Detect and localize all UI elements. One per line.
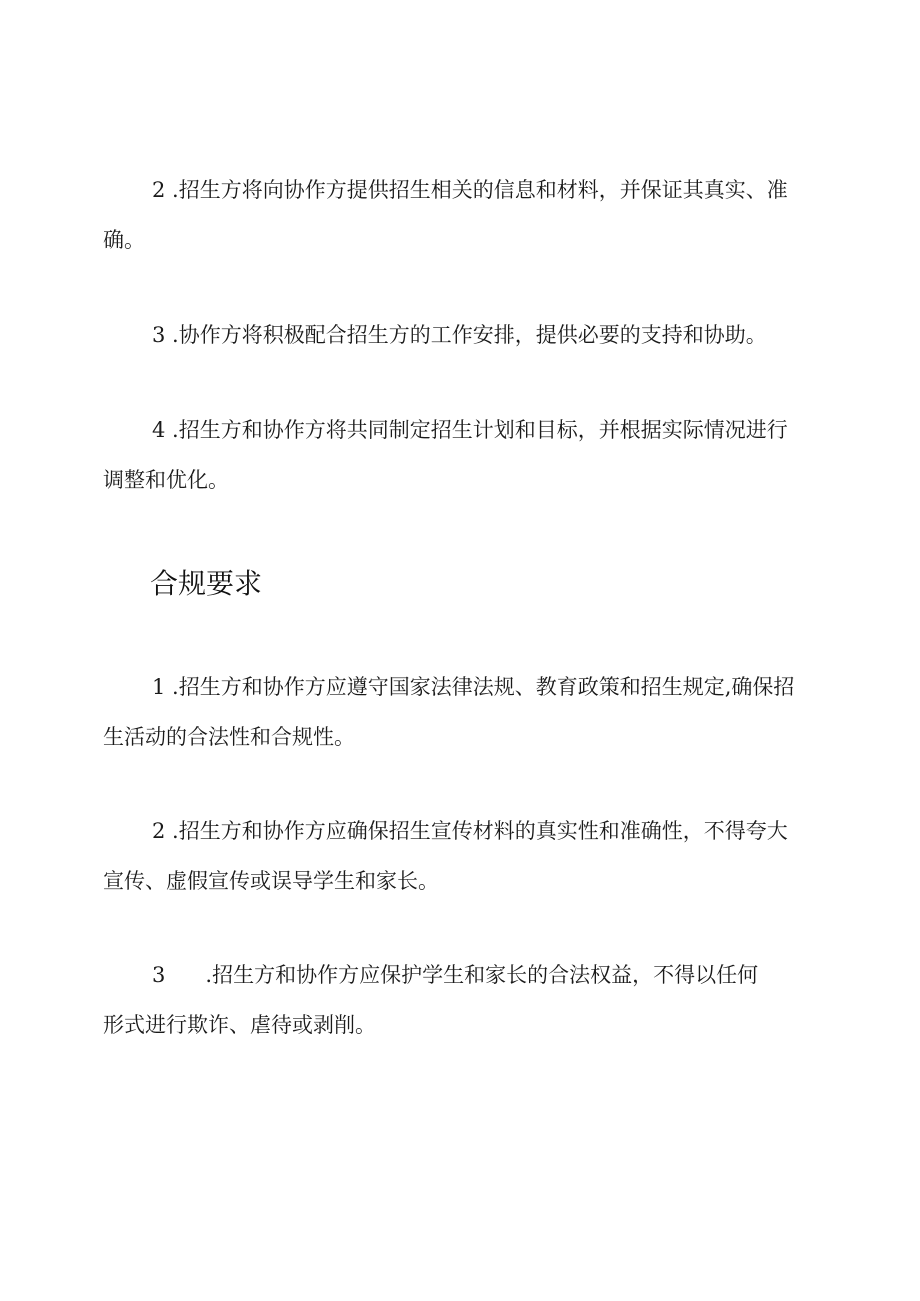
list-item: [103, 806, 825, 906]
item-text: .招生方和协作方将共同制定招生计划和目标，并根据实际情况进行: [165, 418, 788, 442]
item-text: .招生方和协作方应遵守国家法律法规、教育政策和招生规定,确保招: [165, 675, 795, 699]
item-text-continuation: 形式进行欺诈、虐待或剥削。: [103, 1013, 376, 1037]
item-text: .招生方将向协作方提供招生相关的信息和材料，并保证其真实、准: [165, 178, 788, 202]
list-item: [103, 662, 825, 762]
section-heading: 合规要求: [150, 567, 263, 600]
item-text-continuation: 确。: [103, 228, 145, 252]
item-number: 2: [152, 178, 166, 202]
item-text-continuation: 宣传、虚假宣传或误导学生和家长。: [103, 869, 439, 893]
item-text: .协作方将积极配合招生方的工作安排，提供必要的支持和协助。: [165, 323, 767, 347]
item-text: .招生方和协作方应确保招生宣传材料的真实性和准确性，不得夸大: [165, 819, 788, 843]
list-item: [103, 405, 825, 505]
list-item: [103, 310, 825, 360]
item-number: 2: [152, 819, 166, 843]
list-item: [103, 165, 825, 265]
item-number: 3: [152, 323, 166, 347]
item-number: 3: [152, 963, 166, 987]
list-item: [103, 950, 825, 1050]
item-text: .招生方和协作方应保护学生和家长的合法权益，不得以任何: [165, 963, 759, 987]
item-number: 1: [152, 675, 166, 699]
item-number: 4: [152, 418, 166, 442]
item-text-continuation: 调整和优化。: [103, 468, 229, 492]
item-text-continuation: 生活动的合法性和合规性。: [103, 725, 355, 749]
